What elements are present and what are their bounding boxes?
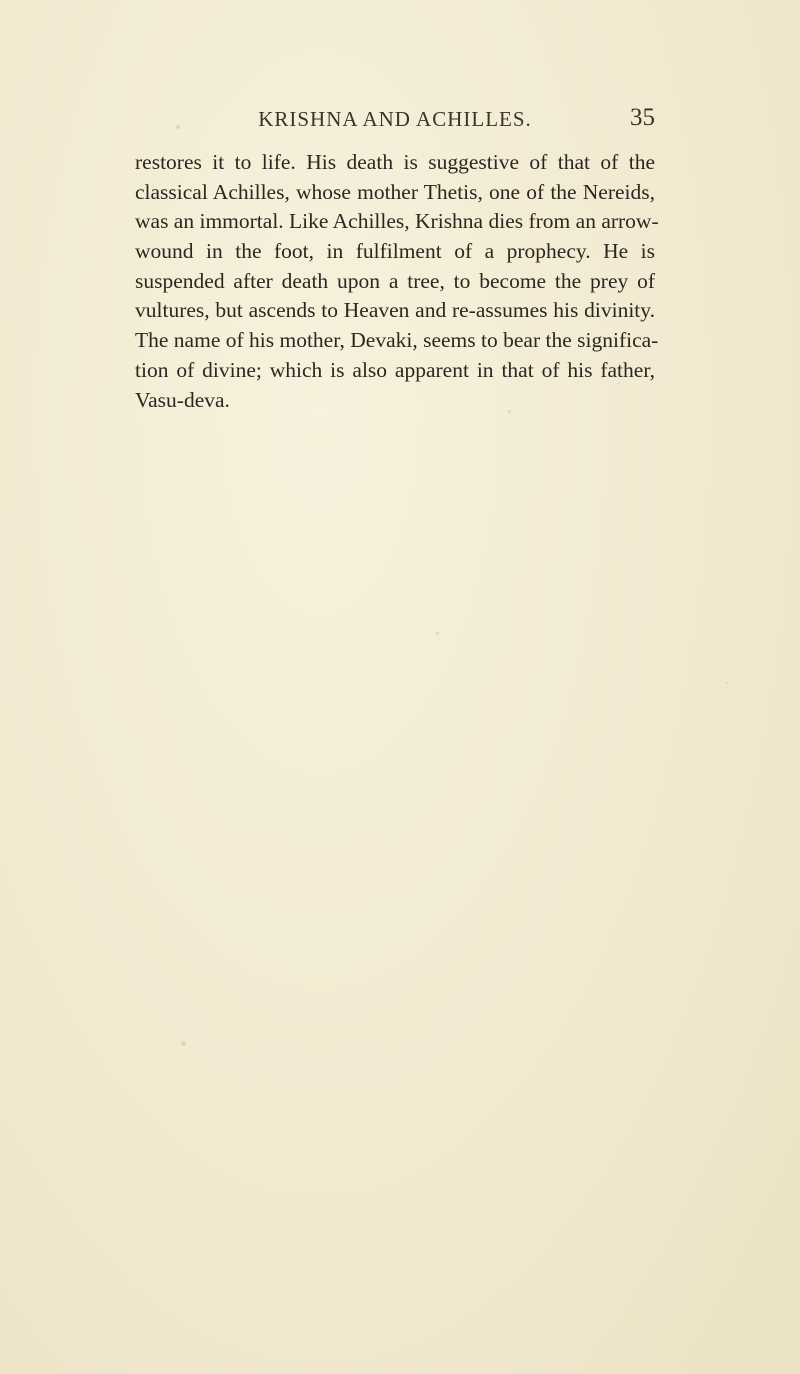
text-line: restores it to life. His death is suggestive of that of the xyxy=(135,150,655,174)
paper-speck xyxy=(181,1041,186,1046)
paper-speck xyxy=(176,125,180,129)
text-line: suspended after death upon a tree, to become the prey of xyxy=(135,268,655,293)
text-line: classical Achilles, whose mother Thetis, one of the Nereids, xyxy=(135,179,655,204)
text-line: was an immortal. Like Achilles, Krishna dies from an arrow- xyxy=(135,209,659,234)
paper-speck xyxy=(618,382,620,384)
paper-speck xyxy=(436,632,439,635)
paper-speck xyxy=(726,682,728,684)
text-line: vultures, but ascends to Heaven and re-assumes his divinity. xyxy=(135,298,655,323)
text-line: Vasu-deva. xyxy=(135,387,230,412)
text-line: wound in the foot, in fulfilment of a prophecy. He is xyxy=(135,239,655,264)
text-line: tion of divine; which is also apparent in that of his father, xyxy=(135,357,655,382)
body-paragraph xyxy=(135,148,659,415)
running-head xyxy=(135,104,655,137)
paper-speck xyxy=(508,410,511,413)
text-line: The name of his mother, Devaki, seems to bear the significa- xyxy=(135,328,659,353)
page-number: 35 xyxy=(630,104,655,131)
running-title: KRISHNA AND ACHILLES. xyxy=(258,107,532,131)
